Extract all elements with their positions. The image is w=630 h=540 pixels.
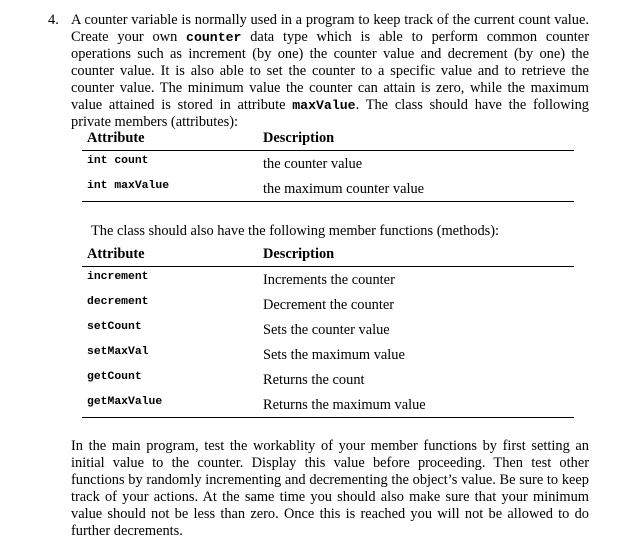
- methods-table-header: [82, 244, 574, 267]
- attribute-cell: int count: [87, 155, 149, 167]
- methods-intro: The class should also have the following member functions (methods):: [91, 223, 500, 239]
- attributes-table-header: [82, 128, 574, 151]
- header-attribute: Attribute: [87, 130, 145, 146]
- attribute-cell: int maxValue: [87, 180, 170, 192]
- table-row: [82, 367, 574, 392]
- intro-text-1: A counter variable is normally used in a program to keep track of the current count value. Create your own: [71, 12, 589, 45]
- table-bottom-rule: [82, 417, 574, 418]
- intro-text-3: . The class should have the following private members (attributes):: [71, 97, 589, 130]
- header-description: Description: [263, 246, 335, 262]
- attributes-table: [82, 128, 574, 202]
- method-cell: setMaxVal: [87, 346, 149, 358]
- description-cell: Sets the maximum value: [263, 347, 405, 363]
- table-row: [82, 267, 574, 292]
- method-cell: decrement: [87, 296, 149, 308]
- question-number: 4.: [48, 12, 59, 28]
- description-cell: Returns the maximum value: [263, 397, 426, 413]
- table-row: [82, 151, 574, 176]
- closing-paragraph: In the main program, test the workablity of your member functions by first setting an initial value to the counter. Display this value before proceeding. Then test other functions by randomly incrementing and decrementing the object’s value. Be sure to keep track of your actions. At the same time you should also make sure that your minimum value should not be less than zero. Once this is reached you will not be allowed to do further decrements.: [71, 438, 589, 539]
- description-cell: Decrement the counter: [263, 297, 395, 313]
- table-row: [82, 317, 574, 342]
- method-cell: getCount: [87, 371, 142, 383]
- header-attribute: Attribute: [87, 246, 145, 262]
- method-cell: setCount: [87, 321, 142, 333]
- methods-table: [82, 244, 574, 418]
- code-maxvalue: maxValue: [292, 98, 356, 113]
- table-bottom-rule: [82, 201, 574, 202]
- description-cell: Increments the counter: [263, 272, 395, 288]
- code-counter: counter: [186, 30, 242, 45]
- table-row: [82, 342, 574, 367]
- method-cell: increment: [87, 271, 149, 283]
- description-cell: Sets the counter value: [263, 322, 390, 338]
- description-cell: the counter value: [263, 156, 363, 172]
- table-row: [82, 176, 574, 201]
- intro-text-2: data type which is able to perform common counter operations such as increment (by one) the counter value and decrement (by one) the counter value. It is also able to set the counter to a specific value and to retrieve the counter value. The minimum value the counter can attain is zero, while the maximum value attained is stored in attribute: [71, 29, 589, 113]
- description-cell: the maximum counter value: [263, 181, 425, 197]
- header-description: Description: [263, 130, 335, 146]
- intro-paragraph: [71, 12, 589, 131]
- description-cell: Returns the count: [263, 372, 365, 388]
- method-cell: getMaxValue: [87, 396, 163, 408]
- table-row: [82, 392, 574, 417]
- table-row: [82, 292, 574, 317]
